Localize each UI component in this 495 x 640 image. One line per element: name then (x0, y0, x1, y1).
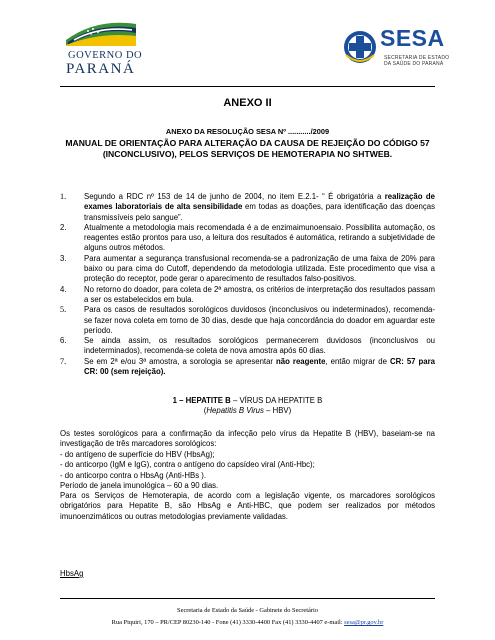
item-text: No retorno do doador, para coleta de 2ª amostra, os critérios de interpretação dos resultados passam a ser os estabelecidos em bula. (84, 284, 435, 304)
document-title: ANEXO II (223, 97, 272, 109)
list-item (60, 192, 435, 223)
item-text: Se em 2ª e/ou 3ª amostra, a sorologia se apresentar (84, 356, 277, 366)
item-text: Atualmente a metodologia mais recomendada é a de enzimaimunoensaio. Possibilita automação, os reagentes estão prontos para uso, a leitura dos resultados é automática, retirando a subjetividade de alguns outros métodos. (84, 222, 435, 253)
section-heading (0, 396, 495, 417)
parana-flag-icon (66, 20, 136, 46)
intro-paragraph: Os testes sorológicos para a confirmação da infecção pelo vírus da Hepatite B (HBV), baseiam-se na investigação de três marcadores sorológicos: (60, 429, 435, 449)
item-number: 1. (60, 192, 67, 201)
item-number: 4. (60, 284, 67, 294)
item-bold-text: realização de exames laboratoriais de alta sensibilidade (84, 192, 435, 212)
sesa-logo-word: SESA (380, 25, 445, 51)
marker-item: - do anticorpo (IgM e IgG), contra o antígeno do capsídeo viral (Anti-Hbc); (60, 460, 315, 470)
list-item (60, 223, 435, 254)
item-text: Para aumentar a segurança transfusional recomenda-se a padronização de uma faixa de 20% para baixo ou para cima do Cutoff, dependendo da metodologia utilizada. Este procedimento que visa a proteção do receptor, pode gerar o aparecimento de resultados falso-positivos. (84, 253, 435, 284)
item-text: Segundo a RDC nº 153 de 14 de junho de 2004, no item E.2.1- “ É obrigatória a (84, 192, 385, 201)
window-period-text: Período de janela imunológica – 60 a 90 dias. (60, 480, 219, 490)
list-item (60, 305, 435, 336)
governo-parana-logo (64, 20, 160, 80)
marker-item: - do anticorpo contra o HbsAg (Anti-HBs ). (60, 470, 207, 480)
item-number: 2. (60, 222, 67, 232)
hbsag-subheading: HbsAg (60, 569, 84, 578)
item-text: Se ainda assim, os resultados sorológicos permanecerem duvidosos (inconclusivos ou indeterminados), recomenda-se coleta de nova amostra após 60 dias. (84, 336, 435, 356)
item-bold-text-end: CR: 57 para CR: 00 (sem rejeição). (84, 356, 435, 377)
footer-divider (60, 598, 435, 599)
hemotherapy-paragraph: Para os Serviços de Hemoterapia, de acordo com a legislação vigente, os marcadores sorológicos obrigatórios para Hepatite B, são HbsAg e Anti-HBC, que podem ser realizados por métodos imunoenzimáticos ou outras metodologias previamente validadas. (60, 491, 435, 521)
item-number: 5. (60, 305, 67, 315)
section-heading-bold: 1 – HEPATITE B (172, 396, 231, 405)
header-divider (60, 86, 435, 87)
resolution-subtitle: ANEXO DA RESOLUÇÃO SESA Nº .........../2009 (165, 127, 330, 136)
item-number: 3. (60, 253, 67, 263)
section-heading-latin: (Hepatitis B Virus – HBV) (203, 406, 292, 416)
item-number: 6. (60, 336, 67, 346)
sesa-logo-sub1: SECRETARIA DE ESTADO (384, 55, 450, 61)
marker-item: - do antígeno de superfície do HBV (HbsAg); (60, 450, 215, 459)
list-item (60, 336, 435, 357)
footer-line1: Secretaria de Estado da Saúde - Gabinete do Secretário (177, 607, 318, 614)
item-text-mid: , então migrar de (325, 356, 390, 366)
gov-logo-line1: GOVERNO DO (68, 50, 143, 61)
footer-line2 (0, 619, 495, 626)
footer-address: Rua Piquiri, 170 – PR/CEP 80230-140 - Fone (41) 3330-4400 Fax (41) 3330-4407 e-mail: (111, 619, 345, 626)
list-item (60, 254, 435, 285)
gov-logo-line2: PARANÁ (66, 61, 136, 77)
manual-heading: MANUAL DE ORIENTAÇÃO PARA ALTERAÇÃO DA CAUSA DE REJEIÇÃO DO CÓDIGO 57 (INCONCLUSIVO), PELOS SERVIÇOS DE HEMOTERAPIA NO SHTWEB. (65, 138, 430, 159)
marker-list (60, 450, 435, 491)
footer-email-link[interactable]: sesa@pr.gov.br (344, 619, 384, 626)
item-text: Para os casos de resultados sorológicos duvidosos (inconclusivos ou indeterminados), recomenda-se fazer nova coleta em torno de 30 dias, desde que haja concordância do doador em aguardar este período. (84, 305, 435, 335)
item-bold-text: não reagente (276, 356, 326, 366)
sesa-cross-icon (342, 29, 378, 65)
sesa-logo-sub2: DA SAÚDE DO PARANÁ (384, 61, 444, 67)
section-heading-rest: – VÍRUS DA HEPATITE B (230, 396, 323, 405)
item-number: 7. (60, 356, 67, 366)
list-item (60, 285, 435, 306)
list-item (60, 357, 435, 378)
item-text-end: em todas as doações, para identificação das doenças transmissíveis pelo sangue”. (84, 202, 435, 222)
numbered-list (60, 192, 435, 377)
sesa-logo (342, 25, 450, 75)
